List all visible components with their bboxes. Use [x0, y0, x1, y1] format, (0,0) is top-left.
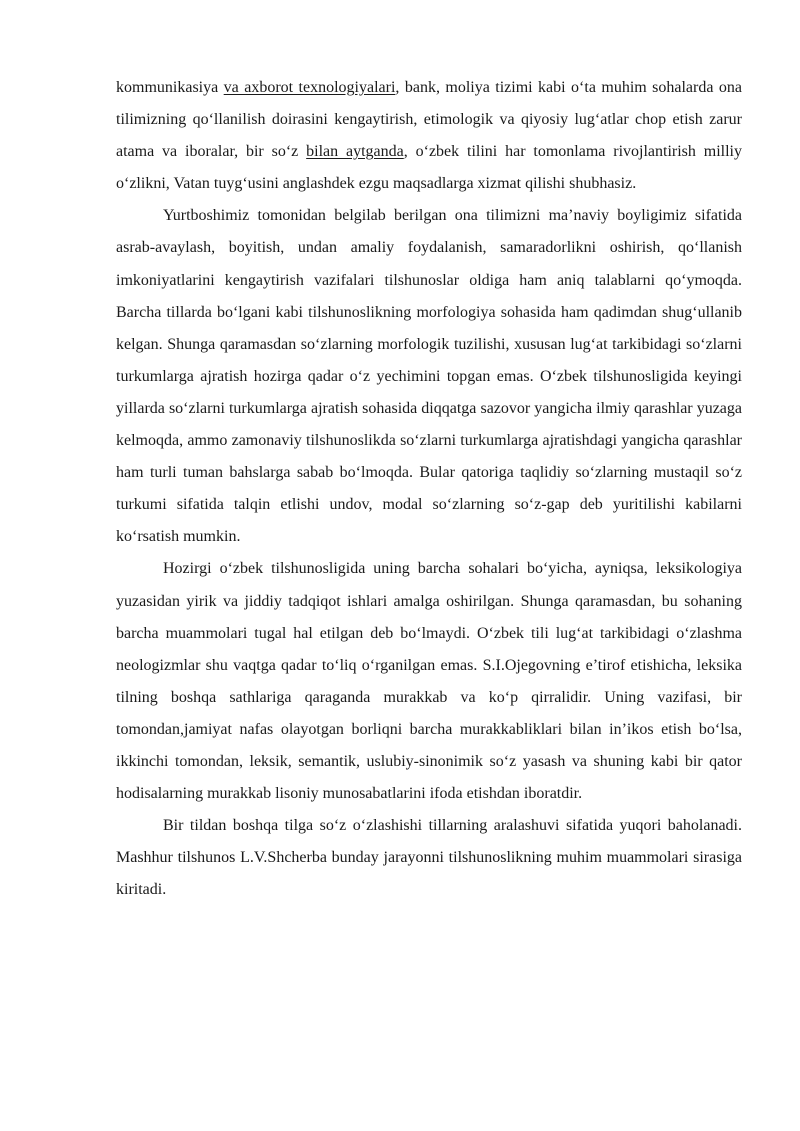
paragraph-4: Bir tildan boshqa tilga so‘z o‘zlashishi tillarning aralashuvi sifatida yuqori baholanadi. Mashhur tilshunos L.V.Shcherba bunday jarayonni tilshunoslikning muhim muammolari sirasiga kiritadi. — [116, 817, 742, 899]
document-page — [116, 72, 742, 906]
paragraph-1 — [116, 72, 742, 200]
underlined-phrase-1[interactable]: va axborot texnologiyalari — [223, 79, 396, 96]
underlined-phrase-2[interactable]: bilan aytganda — [306, 143, 404, 161]
paragraph-1-text-b: , bank, moliya tizimi kabi o‘ta muhim sohalarda ona tilimizning qo‘llanilish doirasini kengaytirish, etimologik va qiyosiy lug‘atlar chop etish zarur atama va iboralar, bir so‘z — [116, 79, 743, 161]
paragraph-3: Hozirgi o‘zbek tilshunosligida uning barcha sohalari bo‘yicha, ayniqsa, leksikologiya yuzasidan yirik va jiddiy tadqiqot ishlari amalga oshirilgan. Shunga qaramasdan, bu sohaning barcha muammolari tugal hal etilgan deb bo‘lmaydi. O‘zbek tili lug‘at tarkibidagi o‘zlashma neologizmlar shu vaqtga qadar to‘liq o‘rganilgan emas. S.I.Ojegovning e’tirof etishicha, leksika tilning boshqa sathlariga qaraganda murakkab va ko‘p qirralidir. Uning vazifasi, bir tomondan,jamiyat nafas olayotgan borliqni barcha murakkabliklari bilan in’ikos etish bo‘lsa, ikkinchi tomondan, leksik, semantik, uslubiy-sinonimik so‘z yasash va shuning kabi bir qator hodisalarning murakkab lisoniy munosabatlarini ifoda etishdan iboratdir. — [116, 560, 742, 803]
paragraph-1-text-c: , o‘zbek tilini har tomonlama rivojlantirish milliy o‘zlikni, Vatan tuyg‘usini anglashdek ezgu maqsadlarga xizmat qilishi shubhasiz. — [116, 143, 742, 193]
paragraph-1-text-a: kommunikasiya — [116, 79, 224, 96]
paragraph-2: Yurtboshimiz tomonidan belgilab berilgan ona tilimizni ma’naviy boyligimiz sifatida asrab-avaylash, boyitish, undan amaliy foydalanish, samaradorlikni oshirish, qo‘llanish imkoniyatlarini kengaytirish vazifalari tilshunoslar oldiga ham aniq talablarni qo‘ymoqda. Barcha tillarda bo‘lgani kabi tilshunoslikning morfologiya sohasida ham qadimdan shug‘ullanib kelgan. Shunga qaramasdan so‘zlarning morfologik tuzilishi, xususan lug‘at tarkibidagi so‘zlarni turkumlarga ajratish hozirga qadar o‘z yechimini topgan emas. O‘zbek tilshunosligida keyingi yillarda so‘zlarni turkumlarga ajratish sohasida diqqatga sazovor yangicha ilmiy qarashlar yuzaga kelmoqda, ammo zamonaviy tilshunoslikda so‘zlarni turkumlarga ajratishdagi yangicha qarashlar ham turli tuman bahslarga sabab bo‘lmoqda. Bular qatoriga taqlidiy so‘zlarning mustaqil so‘z turkumi sifatida talqin etlishi undov, modal so‘zlarning so‘z-gap deb yuritilishi kabilarni ko‘rsatish mumkin. — [116, 207, 742, 546]
